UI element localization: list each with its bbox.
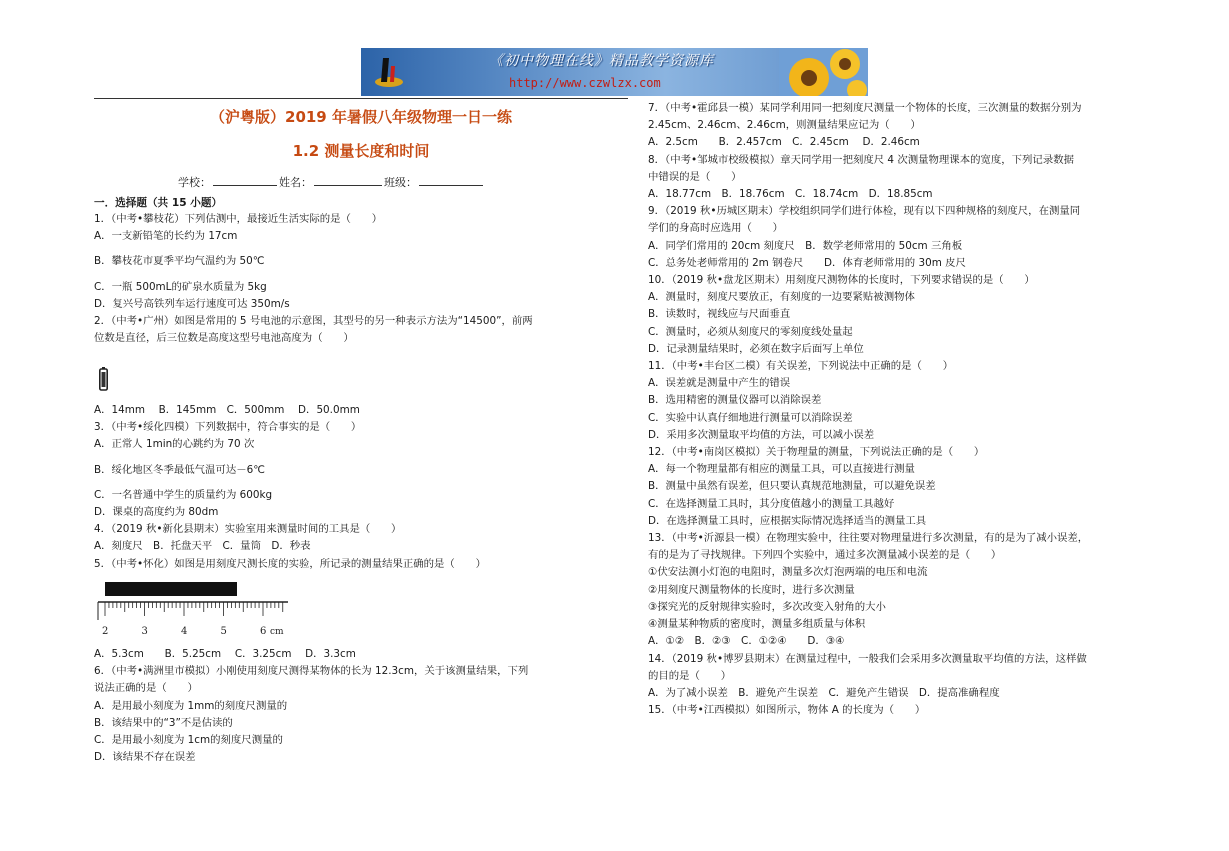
ruler-tick-label: 6 [260, 626, 267, 637]
banner-title: 《初中物理在线》精品教学资源库 [489, 53, 714, 69]
option-line: ①伏安法测小灯泡的电阻时，测量多次灯泡两端的电压和电流 [648, 566, 928, 579]
question-line: 5．（中考•怀化）如图是用刻度尺测长度的实验，所记录的测量结果正确的是（ ） [94, 557, 486, 570]
right-column [648, 100, 1138, 719]
header-banner [361, 48, 868, 96]
question-line: 4．（2019 秋•新化县期末）实验室用来测量时间的工具是（ ） [94, 523, 402, 536]
question-line: 9．（2019 秋•历城区期末）学校组织同学们进行体检，现有以下四种规格的刻度尺，在测量同 [648, 205, 1081, 218]
option-line: A．测量时，刻度尺要放正，有刻度的一边要紧贴被测物体 [648, 291, 915, 304]
question-line: 8．（中考•邹城市校级模拟）章天同学用一把刻度尺 4 次测量物理课本的宽度，下列记录数据 [648, 153, 1074, 166]
ruler-tick-label: 3 [141, 626, 148, 637]
option-line: C．是用最小刻度为 1cm的刻度尺测量的 [94, 734, 283, 747]
option-line: B．读数时，视线应与尺面垂直 [648, 308, 791, 321]
option-line: C．一名普通中学生的质量约为 600kg [94, 488, 273, 501]
option-line: C．一瓶 500mL的矿泉水质量为 5kg [94, 280, 267, 293]
school-label: 学校： [178, 176, 211, 189]
option-line: D．记录测量结果时，必须在数字后面写上单位 [648, 342, 864, 355]
option-line: A．①② B．②③ C．①②④ D．③④ [648, 635, 845, 648]
option-line: B．该结果中的“3”不是估读的 [94, 716, 233, 729]
option-line: A．是用最小刻度为 1mm的刻度尺测量的 [94, 699, 288, 712]
option-line: D．复兴号高铁列车运行速度可达 350m/s [94, 297, 290, 310]
option-line: D．在选择测量工具时，应根据实际情况选择适当的测量工具 [648, 514, 927, 527]
left-column-q5-q6 [94, 646, 639, 766]
option-line: D．课桌的高度约为 80dm [94, 506, 219, 519]
option-line: B．绥化地区冬季最低气温可达－6℃ [94, 463, 265, 476]
option-line: A．刻度尺 B．托盘天平 C．量筒 D．秒表 [94, 540, 311, 553]
option-line: A．误差就是测量中产生的错误 [648, 377, 791, 390]
option-line: D．采用多次测量取平均值的方法，可以减小误差 [648, 428, 875, 441]
option-line: A．14mm B．145mm C．500mm D．50.0mm [94, 404, 360, 416]
question-line: 13．（中考•沂源县一模）在物理实验中，往往要对物理量进行多次测量，有的是为了减小误差， [648, 532, 1089, 545]
banner-url[interactable]: http://www.czwlzx.com [509, 76, 661, 90]
ruler-tick-label: 2 [102, 626, 109, 637]
option-line: ③探究光的反射规律实验时，多次改变入射角的大小 [648, 600, 886, 613]
option-line: ②用刻度尺测量物体的长度时，进行多次测量 [648, 583, 855, 596]
name-label: 姓名： [279, 176, 312, 189]
option-line: D．该结果不存在误差 [94, 751, 196, 764]
question-line: 1．（中考•攀枝花）下列估测中，最接近生活实际的是（ ） [94, 213, 383, 225]
option-line: A．5.3cm B．5.25cm C．3.25cm D．3.3cm [94, 648, 356, 660]
option-line: A．18.77cm B．18.76cm C．18.74cm D．18.85cm [648, 188, 933, 201]
option-line: C．在选择测量工具时，其分度值越小的测量工具越好 [648, 497, 895, 510]
option-line: A．一支新铅笔的长约为 17cm [94, 230, 238, 243]
option-line: B．测量中虽然有误差，但只要认真规范地测量，可以避免误差 [648, 480, 936, 493]
ruler-unit: cm [270, 627, 284, 637]
option-line: C．实验中认真仔细地进行测量可以消除误差 [648, 411, 853, 424]
ruler-tick-label: 5 [220, 626, 227, 637]
school-blank [213, 175, 277, 186]
class-label: 班级： [384, 176, 417, 189]
ruler-figure [96, 580, 290, 640]
question-line: 2．（中考•广州）如图是常用的 5 号电池的示意图，其型号的另一种表示方法为“14500”，前两 [94, 315, 533, 328]
question-line: 11．（中考•丰台区二模）有关误差，下列说法中正确的是（ ） [648, 360, 954, 373]
question-line: 6．（中考•满洲里市模拟）小刚使用刻度尺测得某物体的长为 12.3cm，关于该测量结果，下列 [94, 665, 529, 678]
option-line: A．每一个物理量都有相应的测量工具，可以直接进行测量 [648, 463, 915, 476]
page-subtitle: 1.2 测量长度和时间 [292, 142, 430, 160]
option-line: C．总务处老师常用的 2m 钢卷尺 D．体育老师常用的 30m 皮尺 [648, 256, 966, 269]
battery-figure [99, 367, 108, 391]
question-line: 14．（2019 秋•博罗县期末）在测量过程中，一般我们会采用多次测量取平均值的方法，这样做 [648, 652, 1087, 665]
left-column-q3-q5 [94, 402, 639, 573]
option-line: 中错误的是（ ） [648, 170, 742, 183]
logo-icon [367, 52, 407, 92]
option-line: ④测量某种物质的密度时，测量多组质量与体积 [648, 618, 866, 631]
school-line [178, 174, 485, 191]
option-line: A．同学们常用的 20cm 刻度尺 B．数学老师常用的 50cm 三角板 [648, 239, 963, 252]
option-line: 有的是为了寻找规律。下列四个实验中，通过多次测量减小误差的是（ ） [648, 549, 1002, 562]
name-blank [314, 175, 382, 186]
question-line: 7．（中考•霍邱县一模）某同学利用同一把刻度尺测量一个物体的长度，三次测量的数据分别为 [648, 102, 1082, 114]
option-line: A．正常人 1min的心跳约为 70 次 [94, 438, 255, 451]
option-line: B．攀枝花市夏季平均气温约为 50℃ [94, 255, 265, 268]
question-line: 10．（2019 秋•盘龙区期末）用刻度尺测物体的长度时，下列要求错误的是（ ） [648, 274, 1035, 287]
sunflower-image [779, 48, 868, 96]
option-line: 2.45cm、2.46cm、2.46cm，则测量结果应记为（ ） [648, 119, 921, 132]
option-line: C．测量时，必须从刻度尺的零刻度线处量起 [648, 325, 853, 338]
option-line: B．选用精密的测量仪器可以消除误差 [648, 394, 822, 407]
ruler-tick-label: 4 [181, 626, 188, 637]
header-rule [94, 98, 628, 99]
question-line: 说法正确的是（ ） [94, 682, 198, 695]
page-title: （沪粤版）2019 年暑假八年级物理一日一练 [210, 108, 512, 126]
question-line: 位数是直径，后三位数是高度这型号电池高度为（ ） [94, 332, 354, 345]
question-line: 3．（中考•绥化四模）下列数据中，符合事实的是（ ） [94, 421, 362, 434]
option-line: A．2.5cm B．2.457cm C．2.45cm D．2.46cm [648, 136, 920, 149]
section-heading: 一．选择题（共 15 小题） [94, 197, 223, 209]
option-line: 学们的身高时应选用（ ） [648, 222, 784, 235]
question-line: 15．（中考•江西模拟）如图所示，物体 A 的长度为（ ） [648, 704, 926, 717]
option-line: 的目的是（ ） [648, 669, 732, 682]
option-line: A．为了减小误差 B．避免产生误差 C．避免产生错误 D．提高准确程度 [648, 686, 1000, 699]
question-line: 12．（中考•南岗区模拟）关于物理量的测量，下列说法正确的是（ ） [648, 446, 985, 459]
class-blank [419, 175, 483, 186]
left-column-q1-q2 [94, 211, 639, 347]
